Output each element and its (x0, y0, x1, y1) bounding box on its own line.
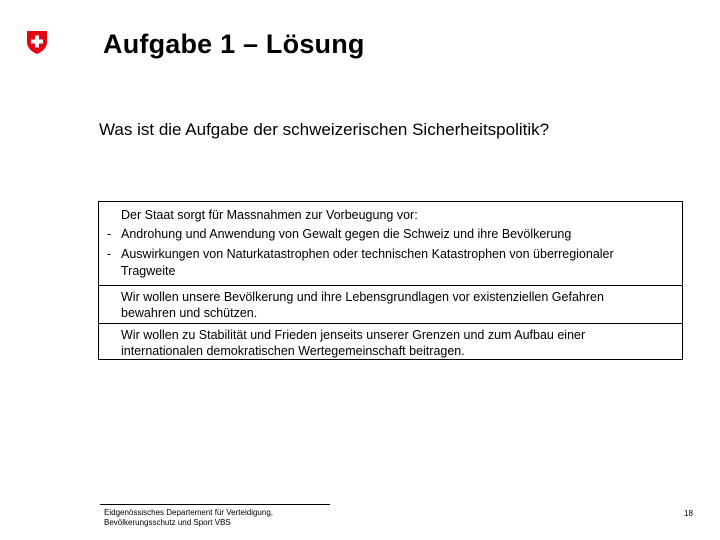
answer-section-stability (99, 323, 682, 361)
question-text: Was ist die Aufgabe der schweizerischen Sicherheitspolitik? (99, 120, 550, 139)
footer-line: Eidgenössisches Departement für Verteidigung, (104, 508, 273, 517)
bullet-item: Androhung und Anwendung von Gewalt gegen die Schweiz und ihre Bevölkerung (121, 227, 572, 241)
footer-divider (100, 504, 330, 505)
answer-section-protection (99, 285, 682, 323)
section-line: Wir wollen zu Stabilität und Frieden jenseits unserer Grenzen und zum Aufbau einer (121, 328, 586, 342)
answer-box (98, 201, 683, 360)
swiss-cross-icon (26, 30, 48, 55)
footer-line: Bevölkerungsschutz und Sport VBS (104, 518, 231, 527)
answer-section-prevention (99, 202, 682, 285)
page-number: 18 (684, 509, 693, 518)
section-line: internationalen demokratischen Wertegemeinschaft beitragen. (121, 344, 465, 358)
footer-department (104, 508, 273, 528)
bullet-dash: - (107, 247, 112, 261)
bullet-item: Auswirkungen von Naturkatastrophen oder technischen Katastrophen von überregionaler (121, 247, 614, 261)
section-line: Wir wollen unsere Bevölkerung und ihre Lebensgrundlagen vor existenziellen Gefahren (121, 290, 604, 304)
section-line: bewahren und schützen. (121, 306, 258, 320)
page-title: Aufgabe 1 – Lösung (103, 29, 365, 59)
bullet-dash: - (107, 227, 112, 241)
bullet-item-continuation: Tragweite (121, 264, 176, 278)
section-intro: Der Staat sorgt für Massnahmen zur Vorbeugung vor: (121, 208, 418, 222)
